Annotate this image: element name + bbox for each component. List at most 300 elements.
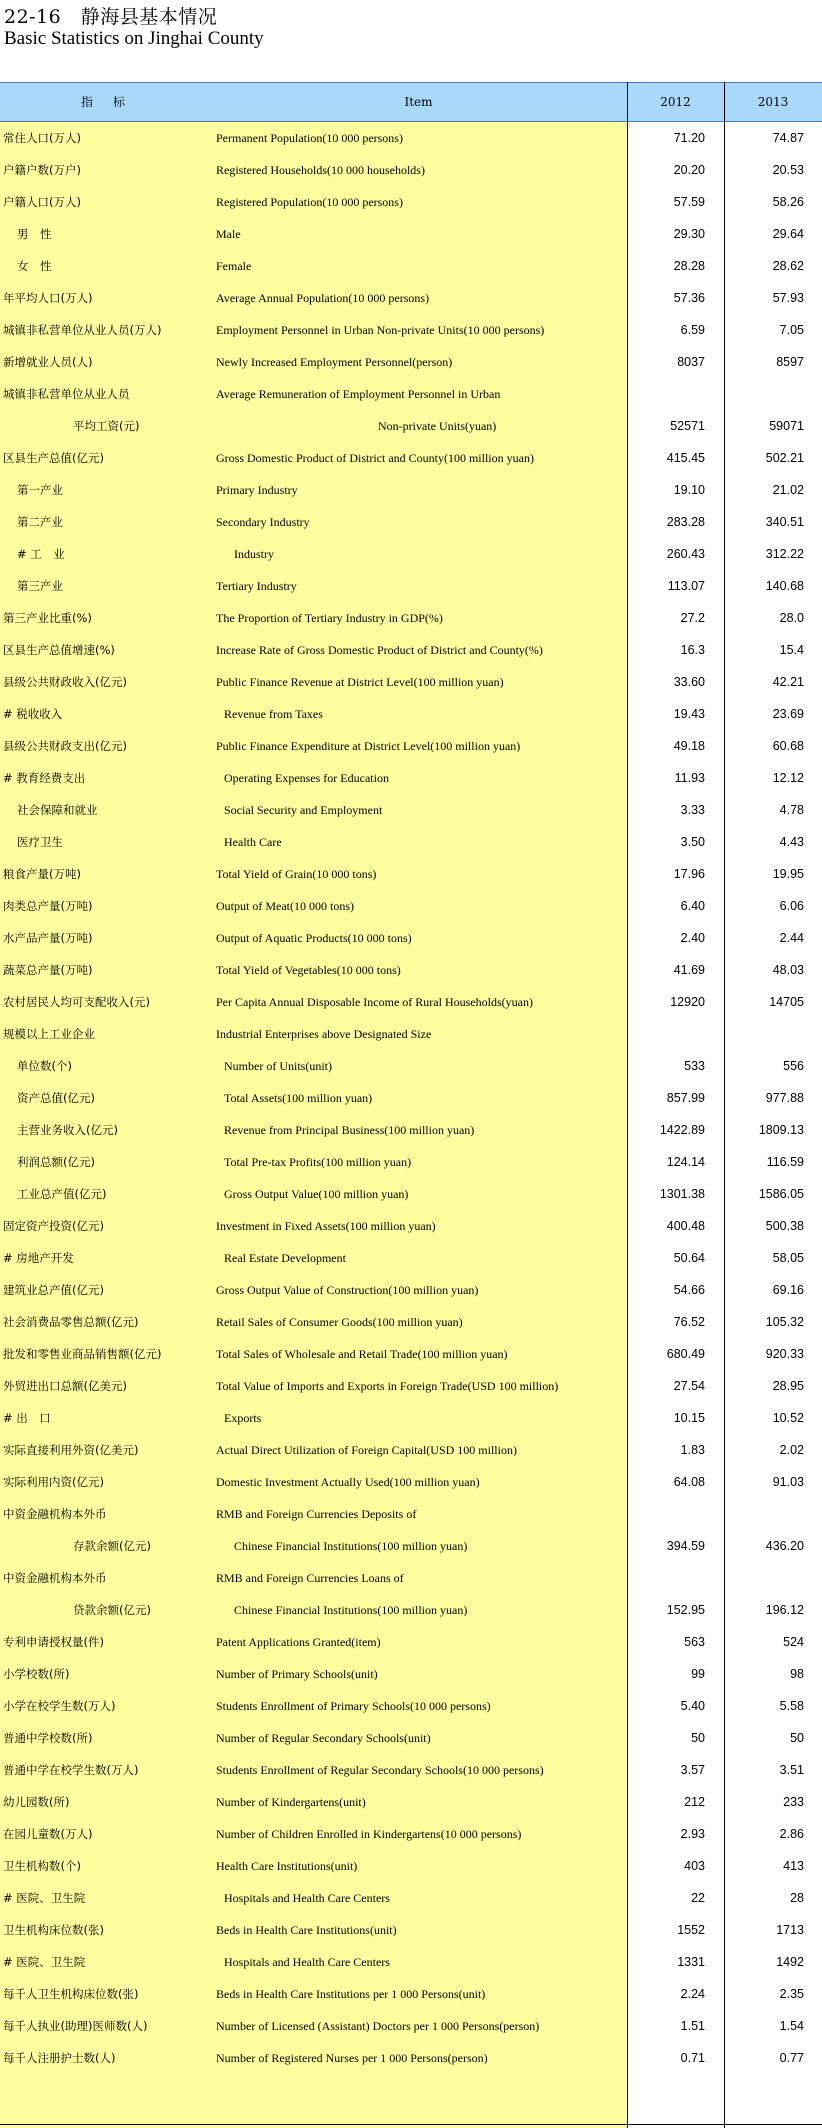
row-value-2012: 33.60 [673, 675, 705, 689]
row-item-en: Tertiary Industry [216, 579, 297, 593]
row-value-2012: 2.24 [680, 1987, 705, 2001]
row-value-2012: 6.40 [680, 899, 705, 913]
row-value-2013: 2.86 [779, 1827, 804, 1841]
table-row [0, 1018, 822, 1050]
row-value-2013: 2.44 [779, 931, 804, 945]
header-indicator: 指 标 [80, 95, 129, 109]
row-item-en: Number of Regular Secondary Schools(unit) [216, 1731, 431, 1745]
table-row [0, 1914, 822, 1946]
table-row [0, 730, 822, 762]
row-item-en: Primary Industry [216, 483, 298, 497]
row-value-2012: 1331 [677, 1955, 705, 1969]
table-row [0, 1114, 822, 1146]
row-value-2012: 6.59 [680, 323, 705, 337]
row-indicator-zh: 社会保障和就业 [17, 803, 98, 817]
row-indicator-zh: 实际直接利用外资(亿美元) [3, 1443, 139, 1457]
row-value-2012: 533 [684, 1059, 705, 1073]
row-indicator-zh: 新增就业人员(人) [3, 355, 93, 369]
row-value-2012: 22 [691, 1891, 705, 1905]
table-row [0, 858, 822, 890]
row-value-2013: 8597 [776, 355, 804, 369]
row-value-2012: 260.43 [666, 547, 705, 561]
row-value-2012: 1301.38 [659, 1187, 705, 1201]
row-indicator-zh: 医疗卫生 [17, 835, 63, 849]
row-indicator-zh: 区县生产总值(亿元) [3, 451, 104, 465]
row-value-2012: 2.93 [680, 1827, 705, 1841]
row-item-en: Health Care Institutions(unit) [216, 1859, 358, 1873]
row-value-2013: 502.21 [765, 451, 804, 465]
row-item-en: Students Enrollment of Regular Secondary Schools(10 000 persons) [216, 1763, 544, 1777]
table-row [0, 1306, 822, 1338]
row-value-2013: 1586.05 [758, 1187, 804, 1201]
row-indicator-zh: # 房地产开发 [3, 1251, 74, 1265]
row-item-en: Beds in Health Care Institutions per 1 000 Persons(unit) [216, 1987, 486, 2001]
row-item-en: Registered Population(10 000 persons) [216, 195, 403, 209]
row-indicator-zh: 小学在校学生数(万人) [3, 1699, 116, 1713]
row-value-2012: 52571 [670, 419, 705, 433]
table-row [0, 602, 822, 634]
row-item-en: Permanent Population(10 000 persons) [216, 131, 403, 145]
row-value-2012: 113.07 [667, 579, 705, 593]
row-item-en: Investment in Fixed Assets(100 million yuan) [216, 1219, 436, 1233]
row-item-en: Exports [224, 1411, 262, 1425]
table-row [0, 666, 822, 698]
row-indicator-zh: # 教育经费支出 [3, 771, 86, 785]
row-item-en: RMB and Foreign Currencies Deposits of [216, 1507, 417, 1521]
row-indicator-zh: 蔬菜总产量(万吨) [3, 963, 93, 977]
row-item-en: Total Value of Imports and Exports in Foreign Trade(USD 100 million) [216, 1379, 559, 1393]
row-item-en: Number of Children Enrolled in Kindergartens(10 000 persons) [216, 1827, 522, 1841]
row-value-2013: 12.12 [772, 771, 804, 785]
table-row [0, 698, 822, 730]
row-item-en: Domestic Investment Actually Used(100 million yuan) [216, 1475, 480, 1489]
row-item-en: Hospitals and Health Care Centers [224, 1891, 390, 1905]
row-item-en: Output of Aquatic Products(10 000 tons) [216, 931, 412, 945]
row-indicator-zh: 普通中学校数(所) [3, 1731, 93, 1745]
table-row [0, 826, 822, 858]
row-value-2013: 1713 [776, 1923, 804, 1937]
table-row [0, 1658, 822, 1690]
row-item-en: Employment Personnel in Urban Non-private Units(10 000 persons) [216, 323, 545, 337]
row-value-2013: 2.35 [779, 1987, 804, 2001]
row-value-2012: 1.51 [680, 2019, 705, 2033]
table-row [0, 410, 822, 442]
row-item-en: Health Care [224, 835, 282, 849]
row-indicator-zh: 常住人口(万人) [3, 131, 81, 145]
row-value-2013: 116.59 [766, 1155, 804, 1169]
row-indicator-zh: 实际利用内资(亿元) [3, 1475, 104, 1489]
row-item-en: Gross Output Value of Construction(100 million yuan) [216, 1283, 479, 1297]
table-row [0, 122, 822, 154]
table-row [0, 1370, 822, 1402]
row-item-en: Chinese Financial Institutions(100 million yuan) [234, 1539, 468, 1553]
row-value-2012: 680.49 [666, 1347, 705, 1361]
row-indicator-zh: 每千人注册护士数(人) [3, 2051, 116, 2065]
header-year-2013: 2013 [757, 95, 789, 109]
table-row [0, 1338, 822, 1370]
row-item-en: Per Capita Annual Disposable Income of Rural Households(yuan) [216, 995, 533, 1009]
table-row [0, 1530, 822, 1562]
row-indicator-zh: # 工 业 [17, 547, 65, 561]
table-row [0, 2042, 822, 2074]
table-row [0, 1882, 822, 1914]
row-item-en: Male [216, 227, 241, 241]
row-value-2012: 283.28 [666, 515, 705, 529]
row-indicator-zh: # 医院、卫生院 [3, 1891, 86, 1905]
row-value-2013: 312.22 [765, 547, 804, 561]
row-item-en: Number of Registered Nurses per 1 000 Persons(person) [216, 2051, 488, 2065]
table-row [0, 154, 822, 186]
table-row [0, 1466, 822, 1498]
table-row [0, 570, 822, 602]
row-value-2013: 4.78 [779, 803, 804, 817]
row-value-2012: 76.52 [673, 1315, 705, 1329]
row-item-en: Revenue from Principal Business(100 million yuan) [224, 1123, 475, 1137]
table-row [0, 1754, 822, 1786]
row-value-2012: 10.15 [673, 1411, 705, 1425]
table-row [0, 250, 822, 282]
row-value-2012: 8037 [677, 355, 705, 369]
row-value-2013: 4.43 [779, 835, 804, 849]
table-row [0, 1146, 822, 1178]
row-indicator-zh: 第二产业 [17, 515, 63, 529]
row-item-en: Operating Expenses for Education [224, 771, 389, 785]
table-row [0, 1818, 822, 1850]
row-value-2013: 6.06 [779, 899, 804, 913]
row-value-2012: 563 [684, 1635, 705, 1649]
row-indicator-zh: # 出 口 [3, 1411, 51, 1425]
row-indicator-zh: 城镇非私营单位从业人员(万人) [3, 323, 162, 337]
row-value-2012: 50 [691, 1731, 705, 1745]
table-bottom-rule [0, 2124, 822, 2125]
row-indicator-zh: 粮食产量(万吨) [3, 867, 81, 881]
row-indicator-zh: 小学校数(所) [3, 1667, 70, 1681]
table-row [0, 474, 822, 506]
row-value-2012: 394.59 [666, 1539, 705, 1553]
table-row [0, 922, 822, 954]
row-value-2012: 212 [684, 1795, 705, 1809]
row-indicator-zh: 每千人执业(助理)医师数(人) [3, 2019, 148, 2033]
row-value-2012: 1422.89 [659, 1123, 705, 1137]
row-value-2013: 28.95 [772, 1379, 804, 1393]
row-value-2013: 233 [783, 1795, 804, 1809]
row-value-2013: 42.21 [772, 675, 804, 689]
row-item-en: Retail Sales of Consumer Goods(100 million yuan) [216, 1315, 463, 1329]
row-item-en: Social Security and Employment [224, 803, 383, 817]
row-indicator-zh: 卫生机构数(个) [3, 1859, 81, 1873]
header-item: Item [404, 95, 433, 109]
row-item-en: Average Remuneration of Employment Personnel in Urban [216, 387, 501, 401]
row-value-2013: 21.02 [772, 483, 804, 497]
row-value-2013: 1.54 [779, 2019, 804, 2033]
row-value-2013: 48.03 [772, 963, 804, 977]
row-indicator-zh: 第三产业 [17, 579, 63, 593]
row-indicator-zh: 资产总值(亿元) [17, 1091, 95, 1105]
row-value-2013: 14705 [769, 995, 804, 1009]
row-value-2013: 23.69 [772, 707, 804, 721]
row-value-2012: 5.40 [680, 1699, 705, 1713]
table-row [0, 794, 822, 826]
row-item-en: Public Finance Expenditure at District Level(100 million yuan) [216, 739, 521, 753]
row-value-2012: 17.96 [673, 867, 705, 881]
table-row [0, 1434, 822, 1466]
row-item-en: Number of Units(unit) [224, 1059, 332, 1073]
row-indicator-zh: 区县生产总值增速(%) [3, 643, 115, 657]
row-value-2012: 20.20 [673, 163, 705, 177]
row-value-2013: 140.68 [765, 579, 804, 593]
row-item-en: Number of Licensed (Assistant) Doctors per 1 000 Persons(person) [216, 2019, 540, 2033]
table-row [0, 314, 822, 346]
row-value-2013: 0.77 [779, 2051, 804, 2065]
row-value-2013: 1809.13 [758, 1123, 804, 1137]
row-indicator-zh: 户籍户数(万户) [3, 163, 81, 177]
row-indicator-zh: 外贸进出口总额(亿美元) [3, 1379, 127, 1393]
row-value-2013: 2.02 [779, 1443, 804, 1457]
table-row [0, 762, 822, 794]
row-value-2012: 1.83 [680, 1443, 705, 1457]
row-value-2013: 28 [790, 1891, 804, 1905]
row-value-2012: 2.40 [680, 931, 705, 945]
row-value-2012: 3.50 [680, 835, 705, 849]
row-value-2012: 54.66 [673, 1283, 705, 1297]
row-value-2012: 3.57 [680, 1763, 705, 1777]
row-value-2013: 10.52 [772, 1411, 804, 1425]
table-row [0, 506, 822, 538]
table-header [0, 82, 822, 122]
row-item-en: The Proportion of Tertiary Industry in GDP(%) [216, 611, 443, 625]
row-item-en: Real Estate Development [224, 1251, 346, 1265]
table-row [0, 986, 822, 1018]
row-indicator-zh: 第三产业比重(%) [3, 611, 92, 625]
row-item-en: Total Yield of Grain(10 000 tons) [216, 867, 377, 881]
table-title-english: Basic Statistics on Jinghai County [4, 28, 264, 49]
row-indicator-zh: 在园儿童数(万人) [3, 1827, 93, 1841]
row-indicator-zh: # 医院、卫生院 [3, 1955, 86, 1969]
row-indicator-zh: 城镇非私营单位从业人员 [3, 387, 130, 401]
row-indicator-zh: 固定资产投资(亿元) [3, 1219, 104, 1233]
row-indicator-zh: 规模以上工业企业 [3, 1027, 95, 1041]
row-value-2013: 74.87 [772, 131, 804, 145]
table-row [0, 1850, 822, 1882]
row-item-en: Total Assets(100 million yuan) [224, 1091, 373, 1105]
row-item-en: Female [216, 259, 252, 273]
table-row [0, 378, 822, 410]
row-value-2012: 124.14 [666, 1155, 705, 1169]
row-indicator-zh: 女 性 [17, 259, 52, 273]
table-row [0, 1786, 822, 1818]
row-value-2013: 98 [790, 1667, 804, 1681]
row-value-2012: 415.45 [666, 451, 705, 465]
row-value-2012: 50.64 [673, 1251, 705, 1265]
row-value-2012: 29.30 [673, 227, 705, 241]
row-value-2013: 340.51 [765, 515, 804, 529]
row-value-2013: 105.32 [765, 1315, 804, 1329]
row-value-2012: 64.08 [673, 1475, 705, 1489]
row-value-2013: 977.88 [765, 1091, 804, 1105]
row-value-2013: 58.05 [772, 1251, 804, 1265]
row-value-2013: 556 [783, 1059, 804, 1073]
row-item-en: Hospitals and Health Care Centers [224, 1955, 390, 1969]
row-value-2012: 12920 [670, 995, 705, 1009]
row-value-2013: 19.95 [772, 867, 804, 881]
row-item-en: Registered Households(10 000 households) [216, 163, 425, 177]
table-row [0, 1722, 822, 1754]
row-item-en: Secondary Industry [216, 515, 310, 529]
row-value-2013: 20.53 [772, 163, 804, 177]
row-value-2013: 91.03 [772, 1475, 804, 1489]
row-item-en: Public Finance Revenue at District Level(100 million yuan) [216, 675, 504, 689]
row-value-2012: 99 [691, 1667, 705, 1681]
row-value-2012: 11.93 [674, 771, 705, 785]
row-item-en: Newly Increased Employment Personnel(person) [216, 355, 453, 369]
row-value-2013: 413 [783, 1859, 804, 1873]
row-indicator-zh: 普通中学在校学生数(万人) [3, 1763, 139, 1777]
row-indicator-zh: 建筑业总产值(亿元) [3, 1283, 104, 1297]
row-value-2012: 152.95 [666, 1603, 705, 1617]
row-item-en: Number of Kindergartens(unit) [216, 1795, 366, 1809]
table-row [0, 1178, 822, 1210]
row-value-2012: 3.33 [680, 803, 705, 817]
table-row [0, 186, 822, 218]
row-value-2013: 5.58 [779, 1699, 804, 1713]
row-item-en: Output of Meat(10 000 tons) [216, 899, 354, 913]
row-indicator-zh: 工业总产值(亿元) [17, 1187, 107, 1201]
table-row [0, 1594, 822, 1626]
row-item-en: Industry [234, 547, 274, 561]
table-row [0, 1978, 822, 2010]
row-indicator-zh: 水产品产量(万吨) [3, 931, 93, 945]
row-item-en: Total Sales of Wholesale and Retail Trade(100 million yuan) [216, 1347, 508, 1361]
table-row [0, 1498, 822, 1530]
row-value-2012: 71.20 [673, 131, 705, 145]
row-indicator-zh: 贷款余额(亿元) [73, 1603, 151, 1617]
row-indicator-zh: # 税收收入 [3, 707, 63, 721]
table-row [0, 1242, 822, 1274]
row-value-2012: 857.99 [666, 1091, 705, 1105]
row-value-2012: 57.36 [673, 291, 705, 305]
row-indicator-zh: 专利申请授权量(件) [3, 1635, 104, 1649]
row-value-2012: 19.10 [673, 483, 705, 497]
row-item-en: Students Enrollment of Primary Schools(10 000 persons) [216, 1699, 491, 1713]
row-item-en: Industrial Enterprises above Designated Size [216, 1027, 432, 1041]
row-value-2013: 28.0 [779, 611, 804, 625]
row-indicator-zh: 主营业务收入(亿元) [17, 1123, 118, 1137]
table-row [0, 538, 822, 570]
row-indicator-zh: 幼儿园数(所) [3, 1795, 70, 1809]
row-value-2013: 15.4 [779, 643, 804, 657]
row-value-2013: 29.64 [772, 227, 804, 241]
row-value-2012: 0.71 [680, 2051, 705, 2065]
row-value-2013: 58.26 [772, 195, 804, 209]
row-indicator-zh: 社会消费品零售总额(亿元) [3, 1315, 139, 1329]
table-row [0, 1562, 822, 1594]
row-item-en: Gross Domestic Product of District and County(100 million yuan) [216, 451, 534, 465]
table-title-chinese: 22-16 静海县基本情况 [4, 6, 218, 28]
row-value-2012: 57.59 [673, 195, 705, 209]
table-row [0, 1626, 822, 1658]
row-value-2012: 19.43 [673, 707, 705, 721]
row-value-2012: 41.69 [673, 963, 705, 977]
row-value-2013: 57.93 [772, 291, 804, 305]
table-row [0, 634, 822, 666]
row-item-en: Gross Output Value(100 million yuan) [224, 1187, 409, 1201]
row-item-en: Beds in Health Care Institutions(unit) [216, 1923, 397, 1937]
table-row [0, 890, 822, 922]
row-value-2013: 1492 [776, 1955, 804, 1969]
row-indicator-zh: 中资金融机构本外币 [3, 1507, 107, 1521]
row-indicator-zh: 农村居民人均可支配收入(元) [3, 995, 150, 1009]
table-row [0, 346, 822, 378]
row-item-en: Actual Direct Utilization of Foreign Capital(USD 100 million) [216, 1443, 517, 1457]
row-value-2013: 69.16 [772, 1283, 804, 1297]
row-value-2012: 403 [684, 1859, 705, 1873]
row-value-2013: 50 [790, 1731, 804, 1745]
row-indicator-zh: 年平均人口(万人) [3, 291, 93, 305]
row-indicator-zh: 户籍人口(万人) [3, 195, 81, 209]
row-item-en: RMB and Foreign Currencies Loans of [216, 1571, 404, 1585]
row-indicator-zh: 男 性 [17, 227, 52, 241]
table-row [0, 218, 822, 250]
table-row [0, 2010, 822, 2042]
row-value-2013: 524 [783, 1635, 804, 1649]
table-row [0, 1402, 822, 1434]
row-value-2013: 28.62 [772, 259, 804, 273]
row-value-2012: 16.3 [680, 643, 705, 657]
row-indicator-zh: 利润总额(亿元) [17, 1155, 95, 1169]
row-indicator-zh: 中资金融机构本外币 [3, 1571, 107, 1585]
row-value-2012: 27.54 [673, 1379, 705, 1393]
row-indicator-zh: 平均工资(元) [73, 419, 140, 433]
row-item-en: Total Pre-tax Profits(100 million yuan) [224, 1155, 412, 1169]
table-row [0, 442, 822, 474]
header-year-2012: 2012 [660, 95, 691, 109]
row-indicator-zh: 县级公共财政收入(亿元) [3, 675, 127, 689]
row-value-2013: 7.05 [779, 323, 804, 337]
row-item-en: Total Yield of Vegetables(10 000 tons) [216, 963, 401, 977]
row-indicator-zh: 卫生机构床位数(张) [3, 1923, 104, 1937]
row-value-2012: 28.28 [673, 259, 705, 273]
row-item-en: Chinese Financial Institutions(100 million yuan) [234, 1603, 468, 1617]
row-value-2013: 60.68 [772, 739, 804, 753]
row-value-2013: 3.51 [779, 1763, 804, 1777]
row-indicator-zh: 每千人卫生机构床位数(张) [3, 1987, 139, 2001]
row-indicator-zh: 县级公共财政支出(亿元) [3, 739, 127, 753]
table-row [0, 954, 822, 986]
row-indicator-zh: 单位数(个) [17, 1059, 72, 1073]
row-value-2013: 500.38 [765, 1219, 804, 1233]
row-value-2012: 27.2 [680, 611, 705, 625]
row-item-en: Increase Rate of Gross Domestic Product of District and County(%) [216, 643, 543, 657]
row-indicator-zh: 存款余额(亿元) [73, 1539, 151, 1553]
table-row [0, 1050, 822, 1082]
row-indicator-zh: 肉类总产量(万吨) [3, 899, 93, 913]
table-row [0, 282, 822, 314]
row-value-2013: 436.20 [765, 1539, 804, 1553]
row-value-2013: 196.12 [765, 1603, 804, 1617]
table-row [0, 1690, 822, 1722]
row-value-2012: 400.48 [666, 1219, 705, 1233]
row-indicator-zh: 第一产业 [17, 483, 63, 497]
row-item-en: Patent Applications Granted(item) [216, 1635, 381, 1649]
row-item-en: Number of Primary Schools(unit) [216, 1667, 378, 1681]
table-row [0, 1210, 822, 1242]
row-value-2012: 49.18 [673, 739, 705, 753]
table-row [0, 1082, 822, 1114]
row-indicator-zh: 批发和零售业商品销售额(亿元) [3, 1347, 162, 1361]
row-value-2012: 1552 [677, 1923, 705, 1937]
row-item-en: Non-private Units(yuan) [378, 419, 497, 433]
row-item-en: Revenue from Taxes [224, 707, 323, 721]
